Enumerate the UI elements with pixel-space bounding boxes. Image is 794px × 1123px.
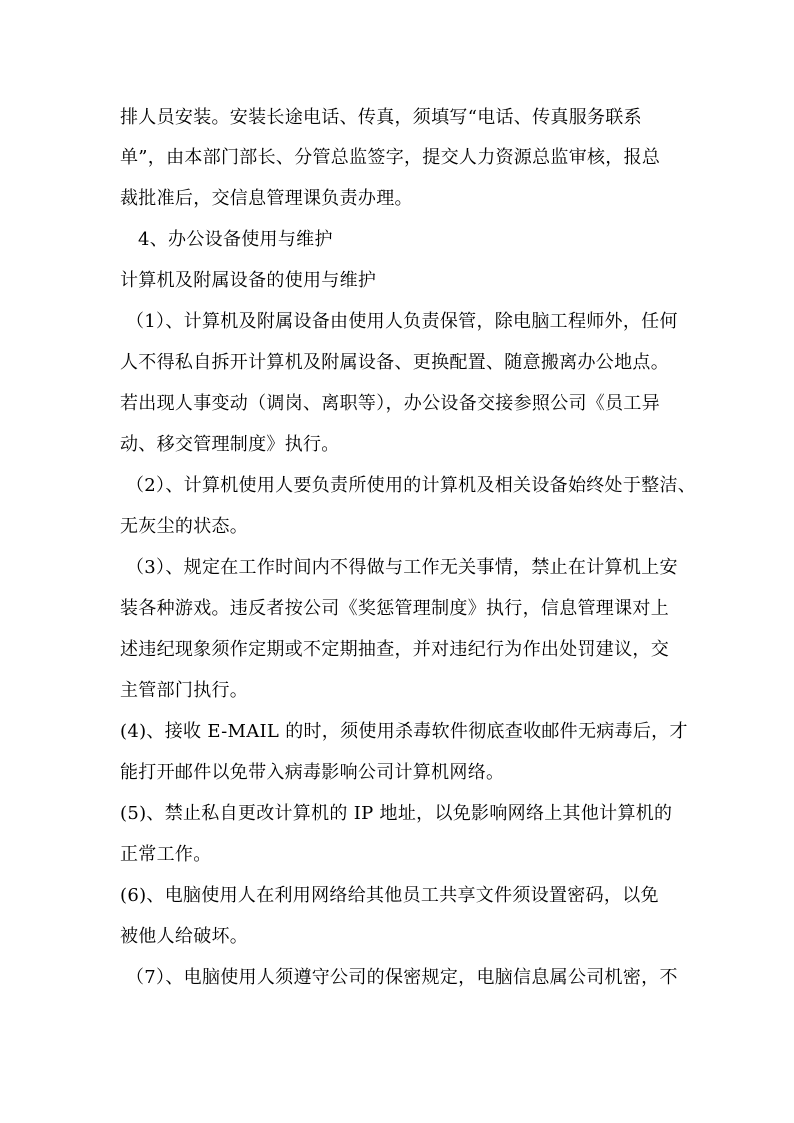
paragraph-line: (6)、电脑使用人在利用网络给其他员工共享文件须设置密码，以免 (120, 885, 659, 906)
paragraph-line: 能打开邮件以免带入病毒影响公司计算机网络。 (120, 762, 505, 783)
paragraph-line: 单”，由本部门部长、分管总监签字，提交人力资源总监审核，报总 (120, 147, 661, 168)
paragraph-line: 排人员安装。安装长途电话、传真，须填写“电话、传真服务联系 (120, 107, 642, 128)
paragraph-line: （2）、计算机使用人要负责所使用的计算机及相关设备始终处于整洁、 (126, 475, 697, 496)
paragraph-line: 动、移交管理制度》执行。 (120, 434, 340, 455)
paragraph-line: （7）、电脑使用人须遵守公司的保密规定，电脑信息属公司机密，不 (126, 967, 678, 988)
paragraph-line: 裁批准后，交信息管理课负责办理。 (120, 188, 413, 209)
subsection-heading: 计算机及附属设备的使用与维护 (120, 270, 377, 291)
paragraph-line: (4)、接收 E-MAIL 的时，须使用杀毒软件彻底查收邮件无病毒后，才 (120, 721, 688, 742)
paragraph-line: 被他人给破坏。 (120, 926, 249, 947)
paragraph-line: 述违纪现象须作定期或不定期抽查，并对违纪行为作出处罚建议，交 (120, 639, 669, 660)
paragraph-line: 人不得私自拆开计算机及附属设备、更换配置、随意搬离办公地点。 (120, 352, 669, 373)
paragraph-line: 若出现人事变动（调岗、离职等），办公设备交接参照公司《员工异 (120, 393, 660, 414)
paragraph-line: 无灰尘的状态。 (120, 516, 249, 537)
paragraph-line: 正常工作。 (120, 844, 212, 865)
paragraph-line: (5)、禁止私自更改计算机的 IP 地址，以免影响网络上其他计算机的 (120, 803, 673, 824)
section-heading: 4、办公设备使用与维护 (138, 229, 333, 250)
paragraph-line: （3）、规定在工作时间内不得做与工作无关事情，禁止在计算机上安 (126, 557, 678, 578)
paragraph-line: 主管部门执行。 (120, 680, 249, 701)
paragraph-line: （1）、计算机及附属设备由使用人负责保管，除电脑工程师外，任何 (126, 311, 678, 332)
paragraph-line: 装各种游戏。违反者按公司《奖惩管理制度》执行，信息管理课对上 (120, 598, 669, 619)
